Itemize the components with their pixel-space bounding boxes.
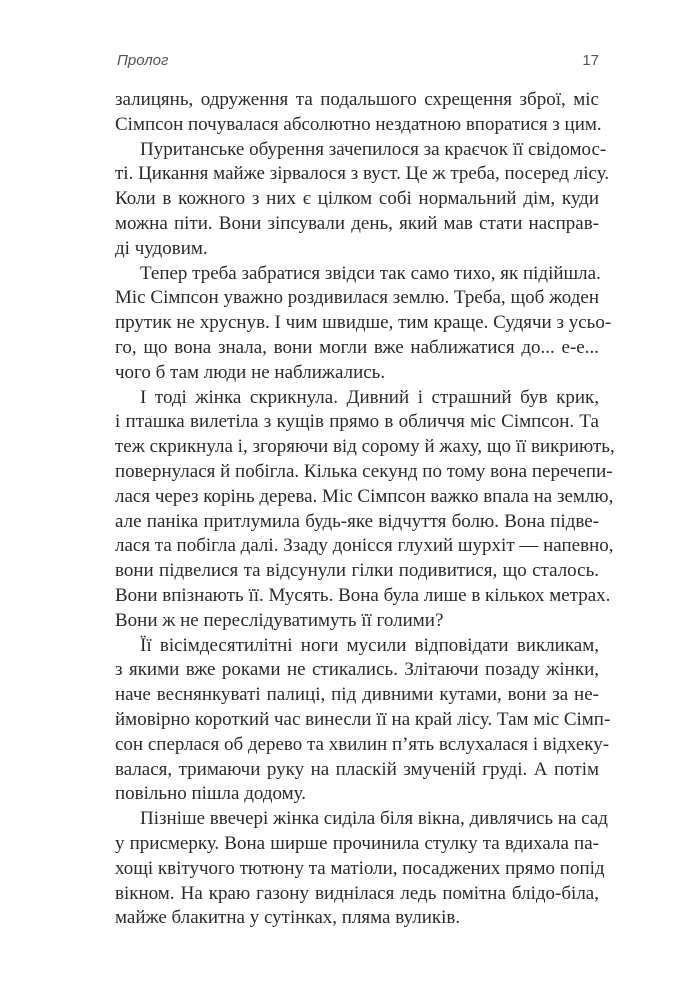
text-line: ймовірно короткий час винесли її на край лісу. Там міс Сімп-	[115, 708, 611, 730]
text-line: Коли в кожного з них є цілком собі нормальний дім, куди	[115, 188, 599, 210]
text-line: Міс Сімпсон уважно роздивилася землю. Треба, щоб жоден	[115, 287, 599, 309]
text-line: але паніка притлумила будь-яке відчуття болю. Вона підве-	[115, 510, 599, 532]
text-line: повільно пішла додому.	[115, 783, 307, 805]
text-line: Вони впізнають її. Мусять. Вона була лише в кількох метрах.	[115, 584, 611, 606]
text-line: І тоді жінка скрикнула. Дивний і страшний був крик,	[140, 386, 599, 408]
text-line: наче веснянкуваті палиці, під дивними кутами, вони за не-	[115, 684, 599, 706]
text-line: Сімпсон почувалася абсолютно нездатною впоратися з цим.	[115, 113, 602, 135]
body-text	[115, 88, 615, 931]
text-line: можна піти. Вони зіпсували день, який мав стати насправ-	[115, 212, 599, 234]
text-line: прутик не хруснув. І чим швидше, тим краще. Судячи з усьо-	[115, 312, 612, 334]
text-line: валася, тримаючи руку на пласкій змученій груді. А потім	[115, 758, 599, 780]
text-line: і пташка вилетіла з кущів прямо в обличчя міс Сімпсон. Та	[115, 411, 599, 433]
paragraph	[115, 262, 612, 386]
paragraph	[115, 88, 602, 138]
text-line: теж скрикнула і, згоряючи від сорому й жаху, що її викриють,	[115, 436, 615, 458]
text-line: майже блакитна у сутінках, пляма вуликів.	[115, 907, 461, 929]
text-line: сон сперлася об дерево та хвилин п’ять вслухалася і відхеку-	[115, 733, 610, 755]
text-line: з якими вже роками не стикались. Злітаючи позаду жінки,	[115, 659, 599, 681]
page-number: 17	[582, 52, 599, 69]
text-line: Пізніше ввечері жінка сиділа біля вікна, дивлячись на сад	[140, 808, 608, 830]
paragraph	[115, 138, 610, 262]
text-line: Тепер треба забратися звідси так само тихо, як підійшла.	[140, 262, 601, 284]
text-line: залицянь, одруження та подальшого схрещення зброї, міс	[115, 89, 599, 110]
paragraph	[115, 807, 608, 931]
paragraph	[115, 386, 615, 634]
text-line: ті. Цикання майже зірвалося з вуст. Це ж треба, посеред лісу.	[115, 163, 610, 185]
text-line: у присмерку. Вона ширше прочинила стулку та вдихала па-	[115, 832, 599, 854]
text-line: го, що вона знала, вони могли вже наближатися до... е-е...	[115, 336, 599, 358]
text-line: Вони ж не переслідуватимуть її голими?	[115, 609, 444, 631]
text-line: хощі квітучого тютюну та матіоли, посаджених прямо попід	[115, 857, 605, 879]
text-line: лася та побігла далі. Ззаду донісся глухий шурхіт — напевно,	[115, 535, 614, 557]
text-line: лася через корінь дерева. Міс Сімпсон важко впала на землю,	[115, 485, 614, 507]
text-line: ді чудовим.	[115, 237, 208, 259]
text-line: вікном. На краю газону виднілася ледь помітна блідо-біла,	[115, 882, 599, 904]
text-line: вони підвелися та відсунули гілки подивитися, що сталось.	[115, 560, 599, 582]
paragraph	[115, 634, 611, 808]
text-line: повернулася й побігла. Кілька секунд по тому вона перечепи-	[115, 460, 613, 482]
text-line: чого б там люди не наближались.	[115, 361, 386, 383]
text-line: Пуританське обурення зачепилося за краєчок її свідомос-	[140, 138, 607, 160]
text-line: Її вісімдесятилітні ноги мусили відповідати викликам,	[140, 634, 599, 656]
running-header-title: Пролог	[117, 52, 169, 69]
